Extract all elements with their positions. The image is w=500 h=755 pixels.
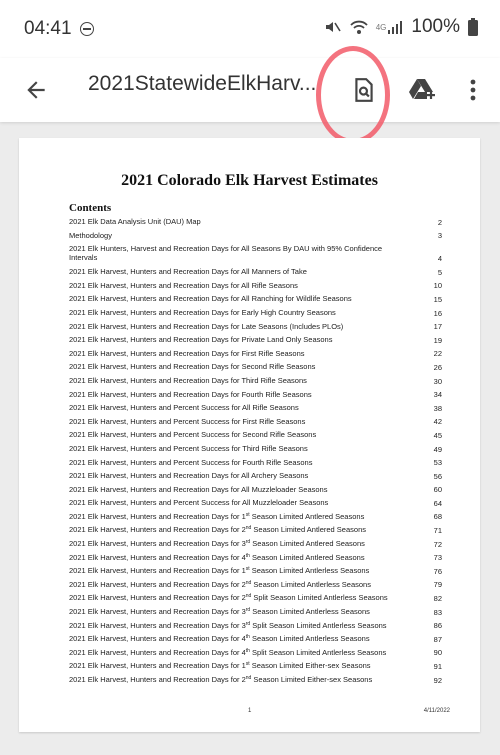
toc-row[interactable] [69, 322, 442, 336]
status-time: 04:41 [24, 18, 72, 39]
battery-icon [468, 18, 478, 36]
toc-row[interactable] [69, 553, 442, 567]
page-number: 1 [248, 708, 252, 714]
toc-entry-text: 2021 Elk Harvest, Hunters and Recreation Days for 2nd Season Limited Either-sex Seasons [69, 675, 373, 684]
toc-entry-text: 2021 Elk Harvest, Hunters and Percent Success for First Rifle Seasons [69, 416, 306, 426]
toc-page-number: 68 [433, 512, 442, 522]
contents-heading: Contents [69, 202, 112, 214]
wifi-icon [350, 18, 368, 36]
toc-entry-text: 2021 Elk Data Analysis Unit (DAU) Map [69, 217, 201, 226]
toc-row[interactable] [69, 621, 442, 635]
mute-icon [324, 18, 342, 36]
toc-entry-text: 2021 Elk Harvest, Hunters and Recreation Days for All Ranching for Wildlife Seasons [69, 294, 352, 304]
toc-row[interactable] [69, 376, 442, 390]
toc-page-number: 64 [433, 498, 442, 508]
toc-entry-text: 2021 Elk Harvest, Hunters and Percent Success for Third Rifle Seasons [69, 443, 308, 453]
toc-page-number: 34 [433, 390, 442, 400]
toc-page-number: 5 [437, 267, 442, 277]
toc-row[interactable] [69, 349, 442, 363]
toc-entry-text: 2021 Elk Harvest, Hunters and Recreation Days for 1st Season Limited Antlered Seasons [69, 511, 365, 521]
toc-page-number: 3 [437, 231, 442, 241]
toc-row[interactable] [69, 308, 442, 322]
toc-row[interactable] [69, 444, 442, 458]
toc-entry-text: 2021 Elk Harvest, Hunters and Recreation Days for All Muzzleloader Seasons [69, 484, 328, 494]
toc-row[interactable] [69, 485, 442, 499]
toc-page-number: 4 [437, 254, 442, 264]
toc-page-number: 79 [433, 580, 442, 590]
toc-row[interactable] [69, 267, 442, 281]
toc-row[interactable] [69, 675, 442, 689]
toc-page-number: 87 [433, 634, 442, 644]
toc-entry-text: 2021 Elk Harvest, Hunters and Recreation Days for Private Land Only Seasons [69, 335, 333, 345]
toc-entry-text: 2021 Elk Harvest, Hunters and Recreation Days for Fourth Rifle Seasons [69, 389, 312, 399]
toc-entry-text: 2021 Elk Harvest, Hunters and Recreation Days for All Rifle Seasons [69, 280, 298, 290]
toc-entry-text: 2021 Elk Harvest, Hunters and Recreation Days for Early High Country Seasons [69, 307, 336, 317]
toc-row[interactable] [69, 593, 442, 607]
toc-page-number: 91 [433, 662, 442, 671]
annotation-circle [316, 46, 390, 144]
toc-page-number: 76 [433, 566, 442, 576]
toc-page-number: 71 [433, 526, 442, 536]
toc-page-number: 16 [433, 308, 442, 318]
page-title: 2021 Colorado Elk Harvest Estimates [121, 172, 378, 189]
toc-page-number: 26 [433, 362, 442, 372]
toc-page-number: 82 [433, 594, 442, 604]
toc-page-number: 17 [433, 322, 442, 332]
toc-row[interactable] [69, 362, 442, 376]
toc-entry-text: 2021 Elk Harvest, Hunters and Percent Success for Fourth Rifle Seasons [69, 457, 313, 467]
toc-entry-text: 2021 Elk Harvest, Hunters and Recreation Days for 1st Season Limited Either-sex Seasons [69, 661, 371, 671]
toc-entry-text: 2021 Elk Harvest, Hunters and Recreation Days for 3rd Season Limited Antlered Seasons [69, 539, 365, 549]
toc-page-number: 10 [433, 281, 442, 291]
toc-entry-text: 2021 Elk Harvest, Hunters and Percent Success for All Muzzleloader Seasons [69, 498, 329, 508]
toc-page-number: 92 [433, 675, 442, 685]
more-vert-icon[interactable] [458, 70, 488, 110]
toc-entry-text: 2021 Elk Harvest, Hunters and Recreation Days for Late Seasons (Includes PLOs) [69, 321, 344, 331]
toc-page-number: 90 [433, 648, 442, 658]
toc-entry-text: 2021 Elk Harvest, Hunters and Recreation Days for 1st Season Limited Antlerless Seasons [69, 566, 370, 576]
toc-entry-text: 2021 Elk Harvest, Hunters and Recreation Days for 3rd Season Limited Antlerless Seasons [69, 607, 370, 617]
toc-entry-text: 2021 Elk Hunters, Harvest and Recreation Days for All Seasons By DAU with 95% Confidence Intervals [69, 244, 383, 263]
status-bar [0, 0, 500, 58]
toc-entry-text: Methodology [69, 230, 112, 240]
signal-icon [376, 19, 404, 35]
pdf-page[interactable] [19, 138, 480, 732]
toc-page-number: 56 [433, 471, 442, 481]
toc-entry-text: 2021 Elk Harvest, Hunters and Percent Success for All Rifle Seasons [69, 403, 299, 413]
toc-entry-text: 2021 Elk Harvest, Hunters and Recreation Days for 4th Season Limited Antlerless Seasons [69, 634, 370, 644]
toc-page-number: 19 [433, 335, 442, 345]
toc-row[interactable] [69, 403, 442, 417]
toc-entry-text: 2021 Elk Harvest, Hunters and Recreation Days for 2nd Season Limited Antlered Seasons [69, 525, 366, 535]
toc-row[interactable] [69, 634, 442, 648]
toc-entry-text: 2021 Elk Harvest, Hunters and Recreation Days for 2nd Split Season Limited Antlerless Seasons [69, 593, 388, 603]
toc-row[interactable] [69, 525, 442, 539]
do-not-disturb-icon [80, 22, 94, 36]
toc-page-number: 53 [433, 458, 442, 468]
toc-entry-text: 2021 Elk Harvest, Hunters and Recreation Days for 4th Split Season Limited Antlerless Seasons [69, 647, 387, 657]
toc-row[interactable] [69, 430, 442, 444]
toc-entry-text: 2021 Elk Harvest, Hunters and Percent Success for Second Rifle Seasons [69, 430, 317, 440]
toc-page-number: 72 [433, 539, 442, 549]
network-label: 4G [375, 22, 387, 32]
toc-row[interactable] [69, 648, 442, 662]
toc-row[interactable] [69, 294, 442, 308]
toc-entry-text: 2021 Elk Harvest, Hunters and Recreation Days for 2nd Season Limited Antlerless Seasons [69, 579, 371, 589]
toc-entry-text: 2021 Elk Harvest, Hunters and Recreation Days for Second Rifle Seasons [69, 362, 316, 372]
toc-row[interactable] [69, 539, 442, 553]
toc-page-number: 60 [433, 485, 442, 495]
toc-entry-text: 2021 Elk Harvest, Hunters and Recreation Days for All Manners of Take [69, 267, 307, 277]
toc-row[interactable] [69, 471, 442, 485]
app-bar [0, 58, 500, 122]
toc-row[interactable] [69, 335, 442, 349]
toc-entry-text: 2021 Elk Harvest, Hunters and Recreation Days for Third Rifle Seasons [69, 375, 307, 385]
toc-row[interactable] [69, 512, 442, 526]
toc-page-number: 30 [433, 376, 442, 386]
status-icons [324, 16, 478, 38]
toc-page-number: 49 [433, 444, 442, 454]
toc-page-number: 45 [433, 430, 442, 440]
arrow-back-icon[interactable] [16, 70, 56, 110]
toc-row[interactable] [69, 217, 442, 231]
add-to-drive-icon[interactable] [402, 70, 442, 110]
toc-row[interactable] [69, 498, 442, 512]
toc-entry-text: 2021 Elk Harvest, Hunters and Recreation Days for 4th Season Limited Antlered Seasons [69, 552, 365, 562]
page-date: 4/11/2022 [423, 708, 450, 714]
toc-row[interactable] [69, 231, 442, 245]
toc-page-number: 15 [433, 294, 442, 304]
toc-page-number: 2 [437, 217, 442, 227]
toc-page-number: 86 [433, 621, 442, 631]
toc-page-number: 42 [433, 417, 442, 427]
toc-page-number: 83 [433, 607, 442, 617]
document-title: 2021StatewideElkHarv... [88, 72, 317, 95]
toc-row[interactable] [69, 661, 442, 675]
toc-row[interactable] [69, 281, 442, 295]
toc-row[interactable] [69, 580, 442, 594]
toc-row[interactable] [69, 417, 442, 431]
toc-row[interactable] [69, 390, 442, 404]
toc-page-number: 22 [433, 349, 442, 359]
toc-row[interactable] [69, 566, 442, 580]
toc-entry-text: 2021 Elk Harvest, Hunters and Recreation Days for All Archery Seasons [69, 471, 309, 481]
table-of-contents [69, 217, 442, 689]
toc-entry-text: 2021 Elk Harvest, Hunters and Recreation Days for First Rifle Seasons [69, 348, 305, 358]
toc-page-number: 73 [433, 553, 442, 563]
toc-row[interactable] [69, 607, 442, 621]
battery-percent: 100% [411, 16, 460, 37]
toc-entry-text: 2021 Elk Harvest, Hunters and Recreation Days for 3rd Split Season Limited Antlerless Seasons [69, 620, 387, 630]
toc-row[interactable] [69, 458, 442, 472]
toc-page-number: 38 [433, 403, 442, 413]
toc-row[interactable] [69, 244, 442, 267]
